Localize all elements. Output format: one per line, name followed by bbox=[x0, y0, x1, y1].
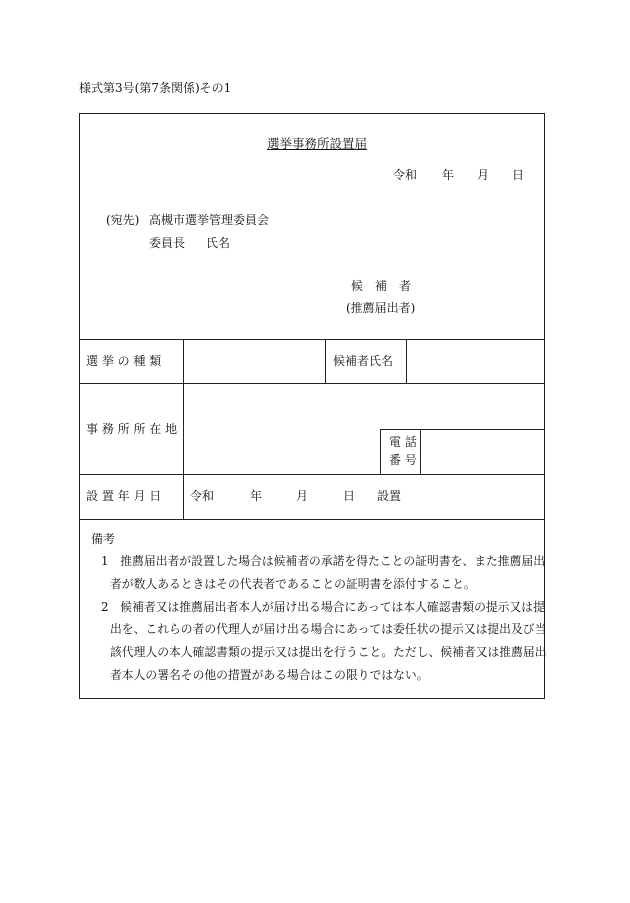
election-type-label: 選 挙 の 種 類 bbox=[86, 354, 162, 368]
setup-date-year: 年 bbox=[250, 489, 263, 503]
addressee-prefix: (宛先) bbox=[106, 213, 140, 227]
column-divider bbox=[183, 339, 184, 519]
note-line: 出を、これらの者の代理人が届け出る場合にあっては委任状の提示又は提出及び当 bbox=[110, 622, 547, 636]
date-month: 月 bbox=[477, 168, 490, 182]
setup-date-month: 月 bbox=[296, 489, 309, 503]
phone-label-line1: 電 話 bbox=[389, 435, 417, 449]
row-divider bbox=[79, 519, 545, 520]
candidate-name-label: 候補者氏名 bbox=[333, 354, 394, 368]
addressee-name-label: 氏名 bbox=[206, 236, 231, 250]
notes-heading: 備考 bbox=[91, 532, 116, 546]
setup-date-day: 日 bbox=[343, 489, 356, 503]
phone-label-line2: 番 号 bbox=[389, 453, 417, 467]
setup-date-era: 令和 bbox=[190, 489, 215, 503]
note-line: 2 候補者又は推薦届出者本人が届け出る場合にあっては本人確認書類の提示又は提 bbox=[101, 600, 545, 614]
applicant-sub-label: (推薦届出者) bbox=[346, 301, 416, 315]
column-divider bbox=[406, 339, 407, 383]
row-divider bbox=[380, 429, 545, 430]
addressee-chair: 委員長 bbox=[149, 236, 186, 250]
note-line: 1 推薦届出者が設置した場合は候補者の承諾を得たことの証明書を、また推薦届出 bbox=[101, 554, 545, 568]
date-era: 令和 bbox=[393, 168, 418, 182]
note-line: 該代理人の本人確認書類の提示又は提出を行うこと。ただし、候補者又は推薦届出 bbox=[110, 645, 547, 659]
column-divider bbox=[420, 429, 421, 474]
column-divider bbox=[325, 339, 326, 383]
date-day: 日 bbox=[512, 168, 525, 182]
note-line: 者が数人あるときはその代表者であることの証明書を添付すること。 bbox=[110, 577, 476, 591]
setup-date-label: 設 置 年 月 日 bbox=[86, 489, 162, 503]
form-number-label: 様式第3号(第7条関係)その1 bbox=[79, 81, 232, 95]
note-line: 者本人の署名その他の措置がある場合はこの限りではない。 bbox=[110, 668, 429, 682]
row-divider bbox=[79, 383, 545, 384]
row-divider bbox=[79, 339, 545, 340]
setup-date-suffix: 設置 bbox=[377, 489, 402, 503]
office-location-label: 事 務 所 所 在 地 bbox=[86, 422, 178, 436]
applicant-label: 候 補 者 bbox=[351, 279, 412, 293]
addressee-org: 高槻市選挙管理委員会 bbox=[149, 213, 270, 227]
row-divider bbox=[79, 474, 545, 475]
column-divider bbox=[380, 429, 381, 474]
date-year: 年 bbox=[442, 168, 455, 182]
form-title: 選挙事務所設置届 bbox=[267, 136, 368, 151]
